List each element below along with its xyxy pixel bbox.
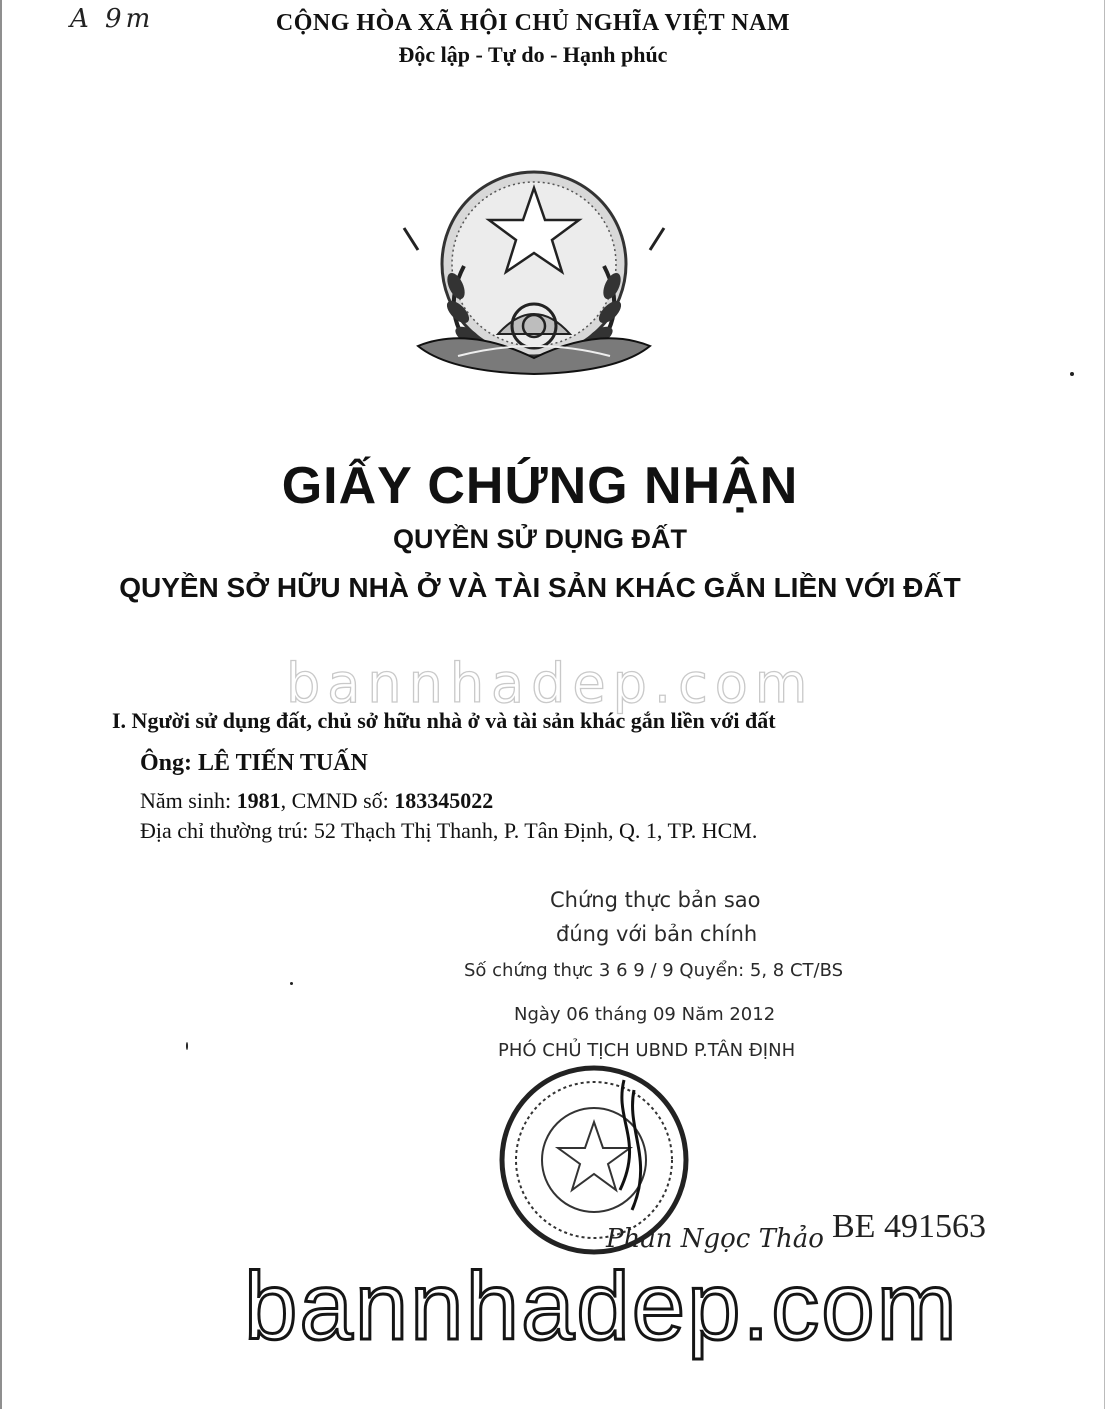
certificate-subtitle-ownership: QUYỀN SỞ HỮU NHÀ Ở VÀ TÀI SẢN KHÁC GẮN LIỀN VỚI ĐẤT	[119, 572, 961, 603]
stamp-line-copy-certified: Chứng thực bản sao	[550, 888, 761, 912]
scan-speck	[1070, 372, 1074, 376]
certificate-serial-number: BE 491563	[832, 1208, 986, 1245]
birth-year: 1981	[236, 788, 281, 813]
scan-edge-right	[1104, 0, 1105, 1409]
stamp-line-matches-original: đúng với bản chính	[556, 922, 758, 946]
national-motto: Độc lập - Tự do - Hạnh phúc	[398, 42, 668, 67]
id-label: , CMND số:	[280, 788, 389, 813]
stamp-line-date: Ngày 06 tháng 09 Năm 2012	[514, 1004, 776, 1025]
handwritten-corner-note: A 9m	[70, 4, 155, 34]
stamp-line-official-title: PHÓ CHỦ TỊCH UBND P.TÂN ĐỊNH	[498, 1040, 796, 1061]
watermark-small: bannhadep.com	[286, 652, 815, 715]
section-1-heading: I. Người sử dụng đất, chủ sở hữu nhà ở và tài sản khác gắn liền với đất	[112, 708, 776, 733]
scan-edge-left	[0, 0, 2, 1409]
birth-label: Năm sinh:	[140, 788, 232, 813]
owner-name: Ông: LÊ TIẾN TUẤN	[140, 750, 368, 776]
scan-speck	[186, 1042, 188, 1050]
certificate-title: GIẤY CHỨNG NHẬN	[281, 457, 799, 515]
watermark-large: bannhadep.com	[244, 1253, 959, 1360]
owner-address: Địa chỉ thường trú: 52 Thạch Thị Thanh, P. Tân Định, Q. 1, TP. HCM.	[140, 818, 758, 843]
scan-speck	[290, 982, 293, 985]
signature-name: Phan Ngọc Thảo	[606, 1224, 824, 1254]
certificate-subtitle-land-use: QUYỀN SỬ DỤNG ĐẤT	[393, 524, 687, 554]
id-number: 183345022	[394, 788, 494, 813]
national-emblem	[398, 166, 670, 386]
stamp-line-certification-number: Số chứng thực 3 6 9 / 9 Quyển: 5, 8 CT/BS	[464, 960, 844, 981]
nation-name: CỘNG HÒA XÃ HỘI CHỦ NGHĨA VIỆT NAM	[275, 10, 791, 36]
owner-birth-id-line	[140, 788, 493, 814]
